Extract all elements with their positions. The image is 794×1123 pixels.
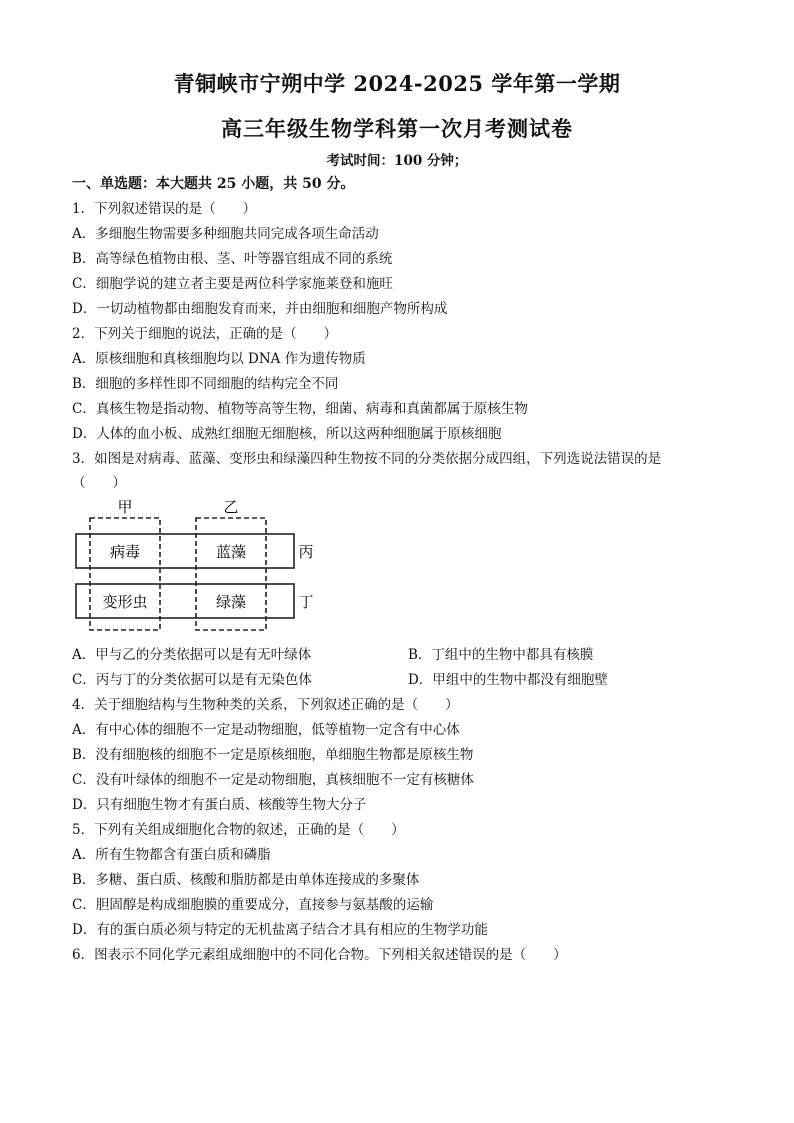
question-option: C．没有叶绿体的细胞不一定是动物细胞，真核细胞不一定有核糖体 xyxy=(72,772,474,788)
question-option: B．多糖、蛋白质、核酸和脂肪都是由单体连接成的多聚体 xyxy=(72,872,420,888)
question-option: C．真核生物是指动物、植物等高等生物，细菌、病毒和真菌都属于原核生物 xyxy=(72,401,528,417)
question-stem: 3．如图是对病毒、蓝藻、变形虫和绿藻四种生物按不同的分类依据分成四组，下列选说法错误的是 xyxy=(72,451,662,467)
question-option: A．原核细胞和真核细胞均以 DNA 作为遗传物质 xyxy=(72,351,366,367)
section-heading: 一、单选题：本大题共 25 小题，共 50 分。 xyxy=(72,176,355,192)
question-stem-continued: （ ） xyxy=(72,475,126,491)
question-option: B．丁组中的生物中都具有核膜 xyxy=(408,647,594,663)
question-option: B．没有细胞核的细胞不一定是原核细胞，单细胞生物都是原核生物 xyxy=(72,747,474,763)
question-option: C．细胞学说的建立者主要是两位科学家施莱登和施旺 xyxy=(72,276,393,292)
question-stem: 6．图表示不同化学元素组成细胞中的不同化合物。下列相关叙述错误的是（ ） xyxy=(72,947,567,963)
question-stem: 5．下列有关组成细胞化合物的叙述，正确的是（ ） xyxy=(72,822,405,838)
exam-time: 考试时间：100 分钟； xyxy=(326,153,468,169)
label-jia: 甲 xyxy=(117,498,133,516)
question-option: C．胆固醇是构成细胞膜的重要成分，直接参与氨基酸的运输 xyxy=(72,897,434,913)
classification-diagram xyxy=(72,494,332,634)
question-option: D．只有细胞生物才有蛋白质、核酸等生物大分子 xyxy=(72,797,367,813)
label-yi: 乙 xyxy=(223,498,239,516)
question-option: D．有的蛋白质必须与特定的无机盐离子结合才具有相应的生物学功能 xyxy=(72,922,488,938)
question-option: B．细胞的多样性即不同细胞的结构完全不同 xyxy=(72,376,339,392)
label-ding: 丁 xyxy=(298,593,314,611)
question-stem: 2．下列关于细胞的说法，正确的是（ ） xyxy=(72,326,338,342)
question-option: D．一切动植物都由细胞发育而来，并由细胞和细胞产物所构成 xyxy=(72,301,448,317)
question-stem: 1．下列叙述错误的是（ ） xyxy=(72,201,257,217)
question-option: D．人体的血小板、成熟红细胞无细胞核，所以这两种细胞属于原核细胞 xyxy=(72,426,502,442)
question-option: D．甲组中的生物中都没有细胞壁 xyxy=(408,672,608,688)
cell-green-algae: 绿藻 xyxy=(215,593,247,611)
question-option: A．所有生物都含有蛋白质和磷脂 xyxy=(72,847,271,863)
question-option: A．甲与乙的分类依据可以是有无叶绿体 xyxy=(72,647,312,663)
group-bing-box xyxy=(76,534,294,568)
question-option: A．多细胞生物需要多种细胞共同完成各项生命活动 xyxy=(72,226,379,242)
question-stem: 4．关于细胞结构与生物种类的关系，下列叙述正确的是（ ） xyxy=(72,697,459,713)
label-bing: 丙 xyxy=(298,543,314,561)
question-option: C．丙与丁的分类依据可以是有无染色体 xyxy=(72,672,312,688)
question-option: A．有中心体的细胞不一定是动物细胞，低等植物一定含有中心体 xyxy=(72,722,460,738)
cell-amoeba: 变形虫 xyxy=(102,593,148,611)
question-option: B．高等绿色植物由根、茎、叶等器官组成不同的系统 xyxy=(72,251,393,267)
exam-title-line2: 高三年级生物学科第一次月考测试卷 xyxy=(221,116,573,141)
cell-virus: 病毒 xyxy=(109,543,141,561)
exam-title-line1: 青铜峡市宁朔中学 2024-2025 学年第一学期 xyxy=(173,71,621,96)
cell-cyanobacteria: 蓝藻 xyxy=(215,543,247,561)
